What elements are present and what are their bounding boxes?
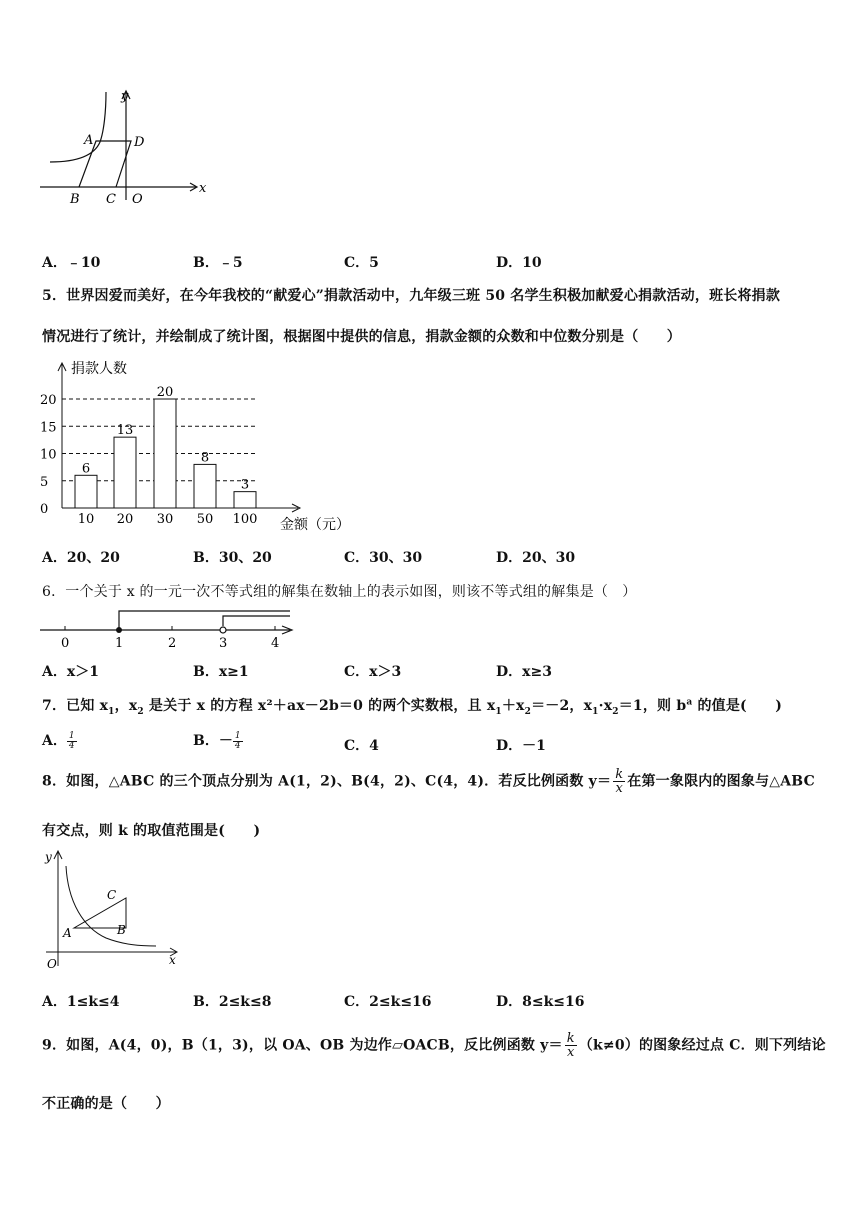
q8-text-line2: 有交点，则 k 的取值范围是( ) <box>42 823 261 839</box>
label-y: y <box>121 89 129 104</box>
q5-option-b: B．30、20 <box>193 550 272 566</box>
q9-text-line1: 9．如图，A(4，0)，B（1，3)，以 OA、OB 为边作▱OACB，反比例函数 y＝ $\frac{k}{x}$ （k≠0）的图象经过点 C．则下列结论 <box>42 1031 826 1060</box>
x-tick-label: 10 <box>77 512 95 527</box>
q7-option-c: C．4 <box>344 738 379 754</box>
bar <box>154 399 176 508</box>
q5-text-line1: 5．世界因爱而美好，在今年我校的“献爱心”捐款活动中，九年级三班 50 名学生积极加献爱心捐款活动，班长将捐款 <box>42 288 781 304</box>
label-d: D <box>134 135 145 150</box>
label-b: B <box>117 923 126 937</box>
y-tick-label: 15 <box>40 420 57 436</box>
hollow-dot-at-3 <box>220 627 226 633</box>
q5-option-a: A．20、20 <box>42 550 120 566</box>
q9-text-line2: 不正确的是（ ） <box>42 1096 170 1112</box>
bar <box>114 437 136 508</box>
bar <box>75 475 97 508</box>
q8-option-c: C．2≤k≤16 <box>344 994 432 1010</box>
label-x: x <box>169 953 176 967</box>
q4-option-b: B．﹣5 <box>193 255 243 271</box>
hyperbola-curve <box>66 866 156 946</box>
label-a: A <box>84 133 94 148</box>
chart-x-label: 金额（元） <box>280 517 350 533</box>
y-tick-label: 20 <box>40 393 57 408</box>
q4-figure <box>36 86 216 211</box>
y-tick-label: 0 <box>40 502 49 517</box>
ray-from-3 <box>223 616 290 626</box>
bar-value-label: 3 <box>240 477 250 493</box>
q7-option-b: B．－ $\frac{1}{4}$ <box>193 730 241 751</box>
q8-option-b: B．2≤k≤8 <box>193 994 272 1010</box>
q6-text: 6．一个关于 x 的一元一次不等式组的解集在数轴上的表示如图，则该不等式组的解集是（ ） <box>42 584 637 600</box>
q6-option-c: C．x＞3 <box>344 664 402 680</box>
q5-option-d: D．20、30 <box>496 550 576 566</box>
q7-text: 7．已知 $x_1$，$x_2$ 是关于 x 的方程 x²＋ax－2b＝0 的两个实数根，且 $x_1+x_2=-2$，$x_1\cdot x_2=1$，则 $b^a$ 的值是( ) <box>42 697 783 717</box>
bar-value-label: 13 <box>116 423 134 439</box>
q8-option-d: D．8≤k≤16 <box>496 994 585 1010</box>
label-y: y <box>45 850 52 864</box>
q6-option-d: D．x≥3 <box>496 664 552 680</box>
x-tick-label: 20 <box>116 512 134 527</box>
x-tick-label: 50 <box>196 512 214 527</box>
donation-bar-chart <box>36 356 356 536</box>
bar-value-label: 8 <box>200 450 210 466</box>
label-a: A <box>63 926 72 940</box>
bar <box>194 464 216 508</box>
x-tick-label: 100 <box>232 512 258 527</box>
q6-number-line <box>36 606 298 652</box>
y-tick-label: 10 <box>40 447 57 463</box>
label-b: B <box>70 192 80 207</box>
q4-option-a: A．﹣10 <box>42 255 101 271</box>
tick-label-3: 3 <box>219 636 228 651</box>
q4-option-d: D．10 <box>496 255 542 271</box>
y-tick-label: 5 <box>40 474 49 490</box>
label-o: O <box>47 957 57 971</box>
label-c: C <box>107 888 117 902</box>
label-c: C <box>106 192 116 207</box>
q7-option-a: A． $\frac{1}{4}$ <box>42 730 75 751</box>
tick-label-1: 1 <box>115 636 124 651</box>
solid-dot-at-1 <box>116 627 122 633</box>
q8-option-a: A．1≤k≤4 <box>42 994 120 1010</box>
tick-label-4: 4 <box>271 636 280 651</box>
label-o: O <box>132 192 143 207</box>
q6-option-b: B．x≥1 <box>193 664 249 680</box>
q5-option-c: C．30、30 <box>344 550 423 566</box>
bar <box>234 492 256 508</box>
ray-from-1 <box>119 611 290 630</box>
q7-option-d: D．－1 <box>496 738 546 754</box>
hyperbola-curve <box>50 92 106 162</box>
q8-figure <box>36 848 186 976</box>
q6-option-a: A．x＞1 <box>42 664 99 680</box>
tick-label-0: 0 <box>61 636 70 651</box>
q5-text-line2: 情况进行了统计，并绘制成了统计图，根据图中提供的信息，捐款金额的众数和中位数分别是（ ） <box>42 329 681 345</box>
q4-option-c: C．5 <box>344 255 379 271</box>
bar-value-label: 20 <box>156 385 174 400</box>
bar-value-label: 6 <box>81 461 91 477</box>
label-x: x <box>199 181 207 196</box>
x-tick-label: 30 <box>156 512 174 527</box>
tick-label-2: 2 <box>168 636 177 651</box>
q8-text-line1: 8．如图，△ABC 的三个顶点分别为 A(1，2)、B(4，2)、C(4，4)．若反比例函数 y＝ $\frac{k}{x}$ 在第一象限内的图象与△ABC <box>42 767 815 796</box>
chart-y-label: 捐款人数 <box>71 361 127 377</box>
